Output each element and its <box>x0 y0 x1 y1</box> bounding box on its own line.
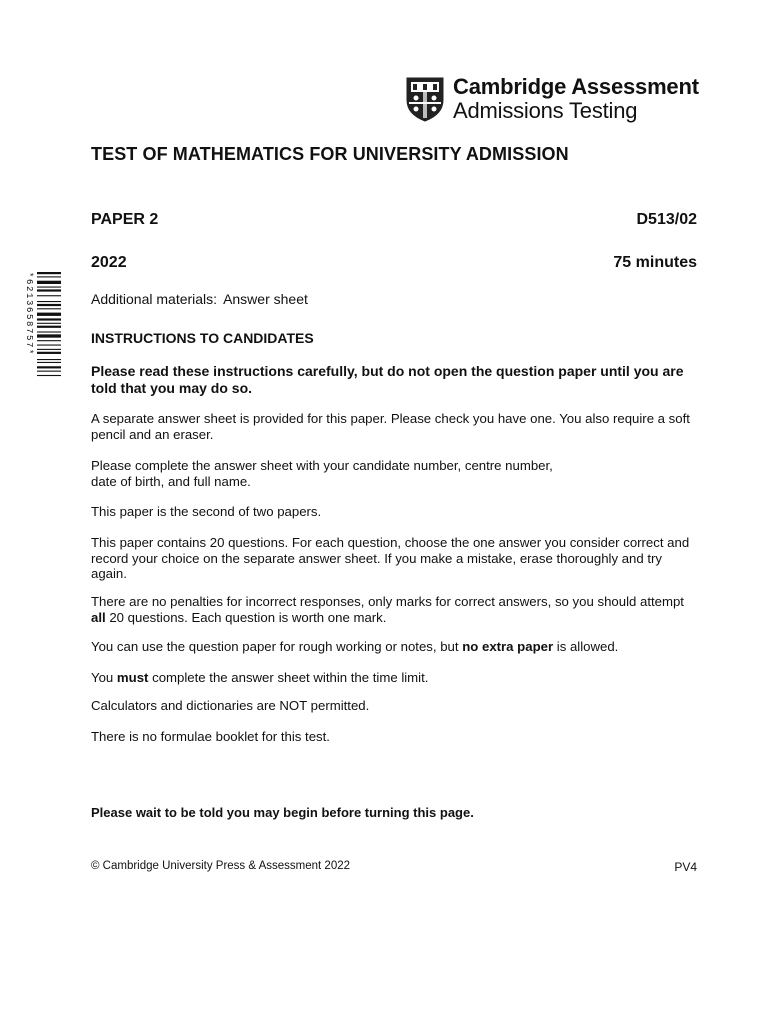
instruction-complete-details-line1: Please complete the answer sheet with your candidate number, centre number, <box>91 458 553 473</box>
instruction-complete-details-line2: date of birth, and full name. <box>91 473 251 489</box>
instruction-second-paper: This paper is the second of two papers. <box>91 504 322 519</box>
footer-code: PV4 <box>674 860 697 874</box>
penalties-text-a: There are no penalties for incorrect responses, only marks for correct answers, so you should attempt <box>91 594 684 609</box>
instruction-penalties <box>91 594 701 625</box>
penalties-text-bold: all <box>91 609 106 625</box>
rough-working-text-bold: no extra paper <box>462 639 554 654</box>
logo-line-2: Admissions Testing <box>453 98 638 123</box>
additional-materials <box>91 291 308 307</box>
instruction-time-limit <box>91 670 701 686</box>
materials-label: Additional materials: <box>91 291 218 307</box>
cambridge-shield-icon <box>405 76 445 122</box>
time-limit-text-b: complete the answer sheet within the time limit. <box>148 670 429 685</box>
logo-line-1: Cambridge Assessment <box>453 74 699 99</box>
paper-label: PAPER 2 <box>91 211 159 228</box>
year-label: 2022 <box>91 254 127 271</box>
instruction-formulae: There is no formulae booklet for this test. <box>91 729 330 744</box>
cambridge-logo <box>405 76 699 122</box>
rough-working-text-b: is allowed. <box>553 639 619 654</box>
barcode-bars <box>37 272 61 410</box>
paper-code: D513/02 <box>636 211 697 228</box>
instruction-complete-details <box>91 458 701 489</box>
time-limit-text-a: You <box>91 670 117 685</box>
instructions-heading: INSTRUCTIONS TO CANDIDATES <box>91 330 314 346</box>
barcode-digits: *6213658757* <box>24 272 34 357</box>
wait-notice: Please wait to be told you may begin before turning this page. <box>91 805 474 820</box>
copyright: © Cambridge University Press & Assessment 2022 <box>91 860 351 872</box>
instruction-calculators: Calculators and dictionaries are NOT permitted. <box>91 698 370 713</box>
duration: 75 minutes <box>613 254 697 271</box>
penalties-text-b: 20 questions. Each question is worth one mark. <box>105 609 387 625</box>
instruction-answer-sheet: A separate answer sheet is provided for this paper. Please check you have one. You also require a soft pencil and an eraser. <box>91 411 690 442</box>
instruction-rough-working <box>91 639 701 655</box>
materials-value: Answer sheet <box>223 291 308 307</box>
rough-working-text-a: You can use the question paper for rough working or notes, but <box>91 639 463 654</box>
instructions-lead: Please read these instructions carefully, but do not open the question paper until you are told that you may do so. <box>91 363 684 396</box>
time-limit-text-bold: must <box>116 670 149 685</box>
page-title: TEST OF MATHEMATICS FOR UNIVERSITY ADMISSION <box>91 144 569 164</box>
instruction-question-count: This paper contains 20 questions. For each question, choose the one answer you consider correct and record your choice on the separate answer sheet. If you make a mistake, erase thoroughly and try again. <box>91 535 690 581</box>
